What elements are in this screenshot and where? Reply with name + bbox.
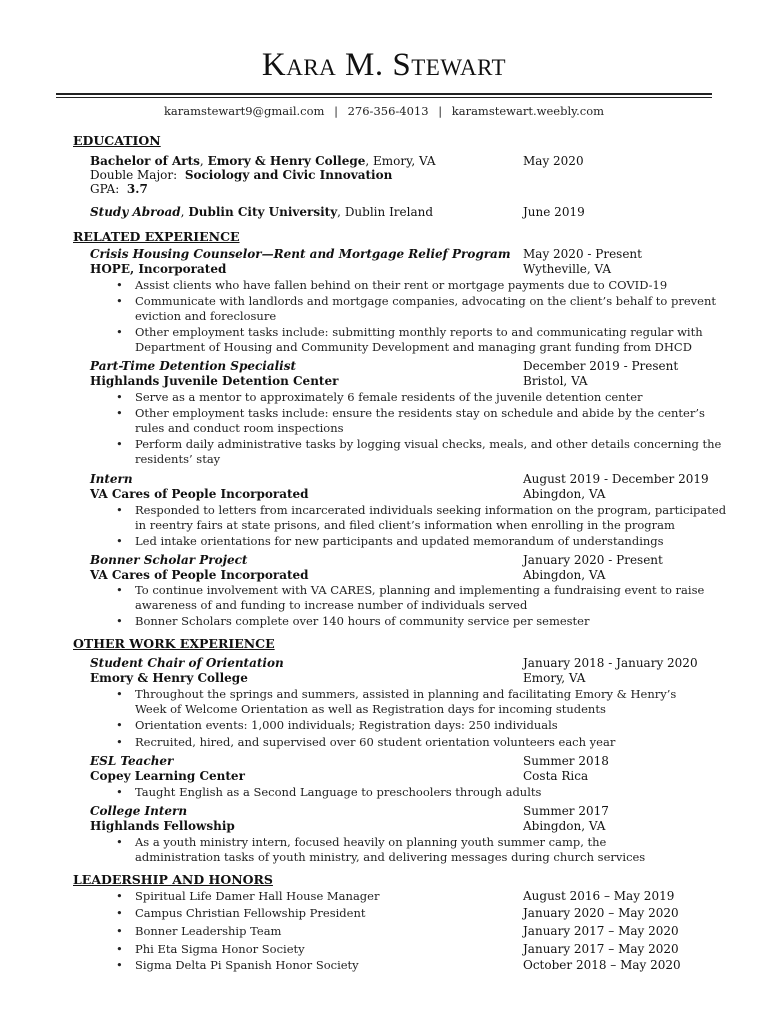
bullet-text: Responded to letters from incarcerated individuals seeking information on the program, participated — [135, 503, 727, 517]
job-date: January 2018 - January 2020 — [523, 656, 698, 670]
job-org: HOPE, Incorporated — [90, 262, 227, 276]
job-location: Abingdon, VA — [523, 819, 606, 833]
job-org: VA Cares of People Incorporated — [90, 568, 309, 582]
job-date: December 2019 - Present — [523, 359, 679, 373]
abroad-location: Dublin Ireland — [344, 205, 434, 219]
honor-date: January 2017 – May 2020 — [523, 924, 679, 938]
job-location: Bristol, VA — [523, 374, 588, 388]
bullet-text: rules and conduct room inspections — [135, 421, 344, 435]
honor-item: Phi Eta Sigma Honor Society — [135, 942, 305, 956]
job-date: January 2020 - Present — [523, 553, 663, 567]
bullet-text: Orientation events: 1,000 individuals; Registration days: 250 individuals — [135, 718, 558, 732]
gpa-label: GPA: — [90, 182, 120, 196]
bullet-text: Communicate with landlords and mortgage companies, advocating on the client’s behalf to prevent — [135, 294, 716, 308]
job-title: Student Chair of Orientation — [90, 656, 284, 670]
bullet-glyph: • — [116, 718, 123, 732]
job-title: Part-Time Detention Specialist — [90, 359, 297, 373]
job-org: VA Cares of People Incorporated — [90, 487, 309, 501]
school: Emory & Henry College — [207, 154, 366, 168]
bullet-text: eviction and foreclosure — [135, 309, 277, 323]
bullet-text: residents’ stay — [135, 452, 221, 466]
job-location: Abingdon, VA — [523, 568, 606, 582]
job-title: Bonner Scholar Project — [90, 553, 248, 567]
bullet-glyph: • — [116, 958, 123, 972]
bullet-glyph: • — [116, 278, 123, 292]
study-abroad-line: Study Abroad, Dublin City University, Dublin Ireland — [90, 205, 434, 219]
honor-date: October 2018 – May 2020 — [523, 958, 681, 972]
bullet-glyph: • — [116, 390, 123, 404]
phone-number: 276-356-4013 — [347, 104, 429, 118]
bullet-text: Serve as a mentor to approximately 6 female residents of the juvenile detention center — [135, 390, 643, 404]
honor-date: January 2020 – May 2020 — [523, 906, 679, 920]
abroad-school: Dublin City University — [188, 205, 338, 219]
job-org: Highlands Juvenile Detention Center — [90, 374, 339, 388]
job-org: Emory & Henry College — [90, 671, 248, 685]
bullet-glyph: • — [116, 906, 123, 920]
bullet-text: Bonner Scholars complete over 140 hours of community service per semester — [135, 614, 590, 628]
bullet-glyph: • — [116, 437, 123, 451]
education-heading: EDUCATION — [73, 133, 161, 148]
bullet-glyph: • — [116, 835, 123, 849]
degree-line: Bachelor of Arts, Emory & Henry College, Emory, VA — [90, 154, 436, 168]
bullet-text: Other employment tasks include: submitting monthly reports to and communicating regular with — [135, 325, 703, 339]
bullet-text: Perform daily administrative tasks by logging visual checks, meals, and other details concerning the — [135, 437, 722, 451]
bullet-text: in reentry fairs at state prisons, and filed client’s information when enrolling in the program — [135, 518, 675, 532]
bullet-glyph: • — [116, 503, 123, 517]
website-link[interactable]: karamstewart.weebly.com — [451, 104, 605, 118]
bullet-glyph: • — [116, 735, 123, 749]
leadership-heading: LEADERSHIP AND HONORS — [73, 872, 273, 887]
header-rule-thick — [56, 93, 712, 95]
job-date: Summer 2017 — [523, 804, 609, 818]
contact-separator: | — [438, 104, 443, 118]
bullet-text: Recruited, hired, and supervised over 60 student orientation volunteers each year — [135, 735, 616, 749]
gpa-line — [90, 182, 510, 196]
bullet-glyph: • — [116, 534, 123, 548]
bullet-text: awareness of and funding to increase number of individuals served — [135, 598, 528, 612]
bullet-text: Week of Welcome Orientation as well as Registration days for incoming students — [135, 702, 606, 716]
honor-item: Spiritual Life Damer Hall House Manager — [135, 889, 380, 903]
bullet-text: Taught English as a Second Language to preschoolers through adults — [135, 785, 542, 799]
bullet-glyph: • — [116, 889, 123, 903]
school-location: Emory, VA — [373, 154, 436, 168]
bullet-glyph: • — [116, 294, 123, 308]
job-location: Wytheville, VA — [523, 262, 612, 276]
bullet-text: Throughout the springs and summers, assisted in planning and facilitating Emory & Henry’s — [135, 687, 677, 701]
bullet-text: To continue involvement with VA CARES, planning and implementing a fundraising event to raise — [135, 583, 705, 597]
job-org: Copey Learning Center — [90, 769, 245, 783]
applicant-name: Kara M. Stewart — [261, 47, 507, 83]
bullet-glyph: • — [116, 942, 123, 956]
bullet-text: administration tasks of youth ministry, and delivering messages during church services — [135, 850, 646, 864]
contact-separator: | — [334, 104, 338, 118]
major-label: Double Major: — [90, 168, 178, 182]
bullet-text: Led intake orientations for new participants and updated memorandum of understandings — [135, 534, 664, 548]
study-abroad-title: Study Abroad — [90, 205, 181, 219]
bullet-glyph: • — [116, 325, 123, 339]
degree: Bachelor of Arts — [90, 154, 200, 168]
abroad-date: June 2019 — [523, 205, 585, 219]
bullet-glyph: • — [116, 614, 123, 628]
bullet-text: Other employment tasks include: ensure the residents stay on schedule and abide by the center’s — [135, 406, 705, 420]
honor-item: Sigma Delta Pi Spanish Honor Society — [135, 958, 359, 972]
email-link[interactable]: karamstewart9@gmail.com — [163, 104, 325, 118]
honor-item: Campus Christian Fellowship President — [135, 906, 366, 920]
bullet-text: Department of Housing and Community Development and managing grant funding from DHCD — [135, 340, 692, 354]
major: Sociology and Civic Innovation — [184, 168, 393, 182]
honor-date: January 2017 – May 2020 — [523, 942, 679, 956]
header-rule-thin — [56, 97, 712, 98]
bullet-glyph: • — [116, 406, 123, 420]
job-location: Costa Rica — [523, 769, 589, 783]
job-location: Abingdon, VA — [523, 487, 606, 501]
bullet-glyph: • — [116, 924, 123, 938]
job-location: Emory, VA — [523, 671, 586, 685]
job-date: August 2019 - December 2019 — [523, 472, 709, 486]
bullet-glyph: • — [116, 583, 123, 597]
bullet-text: As a youth ministry intern, focused heavily on planning youth summer camp, the — [135, 835, 607, 849]
other-experience-heading: OTHER WORK EXPERIENCE — [73, 636, 275, 651]
job-org: Highlands Fellowship — [90, 819, 235, 833]
bullet-glyph: • — [116, 687, 123, 701]
job-title: ESL Teacher — [90, 754, 174, 768]
contact-line — [0, 104, 768, 118]
degree-date: May 2020 — [523, 154, 584, 168]
job-title: Crisis Housing Counselor—Rent and Mortgage Relief Program — [90, 247, 511, 261]
bullet-text: Assist clients who have fallen behind on their rent or mortgage payments due to COVID-19 — [135, 278, 668, 292]
related-experience-heading: RELATED EXPERIENCE — [73, 229, 240, 244]
gpa-value: 3.7 — [126, 182, 148, 196]
job-date: May 2020 - Present — [523, 247, 642, 261]
job-date: Summer 2018 — [523, 754, 609, 768]
major-line — [90, 168, 510, 182]
bullet-glyph: • — [116, 785, 123, 799]
honor-item: Bonner Leadership Team — [135, 924, 282, 938]
job-title: College Intern — [90, 804, 188, 818]
honor-date: August 2016 – May 2019 — [523, 889, 675, 903]
job-title: Intern — [90, 472, 133, 486]
